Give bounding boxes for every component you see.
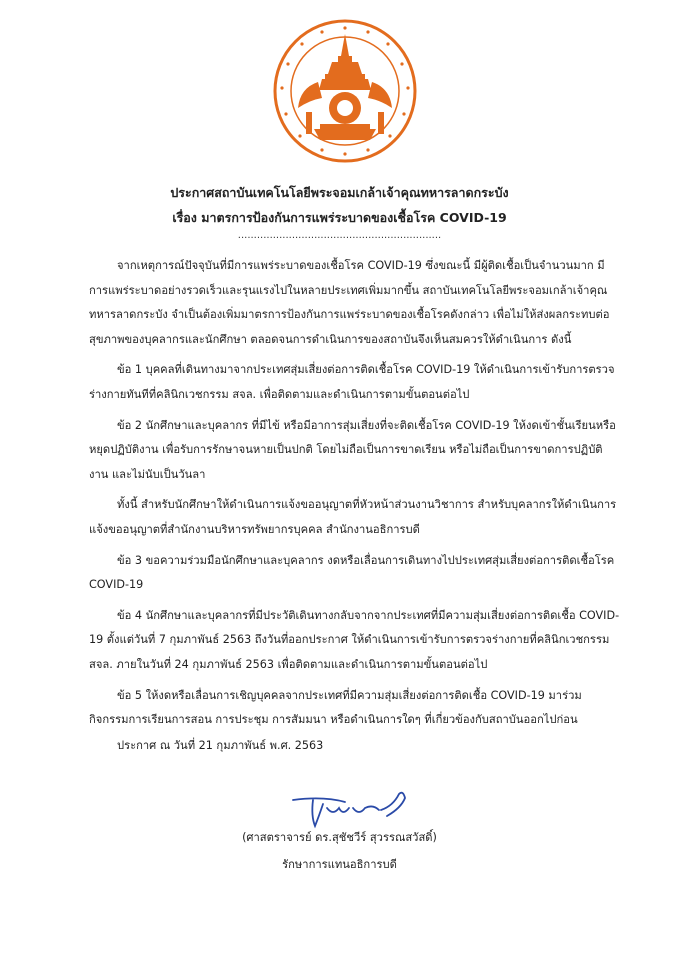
clause-4: ข้อ 4 นักศึกษาและบุคลากรที่มีประวัติเดินทางกลับจากจากประเทศที่มีความสุ่มเสี่ยงต่อการติดเชื้อ COVID-19 ตั้งแต่วันที่ 7 กุมภาพันธ์ 2563 ถึงวันที่ออกประกาศ ให้ดำเนินการเข้ารับการตรวจร่างกายที่คลินิกเวชกรรม สจล. ภายในวันที่ 24 กุมภาพันธ์ 2563 เพื่อติดตามและดำเนินการตามขั้นตอนต่อไป: [89, 608, 620, 671]
clause-5: ข้อ 5 ให้งดหรือเลื่อนการเชิญบุคคลจากประเทศที่มีความสุ่มเสี่ยงต่อการติดเชื้อ COVID-19 มาร่วมกิจกรรมการเรียนการสอน การประชุม การสัมมนา หรือดำเนินการใดๆ ที่เกี่ยวข้องกับสถาบันออกไปก่อน: [89, 688, 582, 727]
clause-2: ข้อ 2 นักศึกษาและบุคลากร ที่มีไข้ หรือมีอาการสุ่มเสี่ยงที่จะติดเชื้อโรค COVID-19 ให้งดเข้าชั้นเรียนหรือหยุดปฏิบัติงาน เพื่อรับการรักษาจนหายเป็นปกติ โดยไม่ถือเป็นการขาดเรียน หรือไม่ถือเป็นการขาดการปฏิบัติงาน และไม่นับเป็นวันลา: [89, 418, 616, 481]
institute-emblem-icon: [270, 16, 420, 166]
clause-2-note: ทั้งนี้ สำหรับนักศึกษาให้ดำเนินการแจ้งขออนุญาตที่หัวหน้าส่วนงานวิชาการ สำหรับบุคลากรให้ดำเนินการแจ้งขออนุญาตที่สำนักงานบริหารทรัพยากรบุคคล สำนักงานอธิการบดี: [89, 498, 617, 536]
intro-paragraph: จากเหตุการณ์ปัจจุบันที่มีการแพร่ระบาดของเชื้อโรค COVID-19 ซึ่งขณะนี้ มีผู้ติดเชื้อเป็นจำนวนมาก มีการแพร่ระบาดอย่างรวดเร็วและรุนแรงไปในหลายประเทศเพิ่มมากขึ้น สถาบันเทคโนโลยีพระจอมเกล้าเจ้าคุณทหารลาดกระบัง จำเป็นต้องเพิ่มมาตรการป้องกันการแพร่ระบาดของเชื้อโรคดังกล่าว เพื่อไม่ให้ส่งผลกระทบต่อสุขภาพของบุคลากรและนักศึกษา ตลอดจนการดำเนินการของสถาบันจึงเห็นสมควรให้ดำเนินการ ดังนี้: [89, 259, 610, 346]
announcement-subject: เรื่อง มาตรการป้องกันการแพร่ระบาดของเชื้อโรค COVID-19: [172, 210, 507, 225]
signer-position: รักษาการแทนอธิการบดี: [282, 858, 397, 871]
clause-1: ข้อ 1 บุคคลที่เดินทางมาจากประเทศสุ่มเสี่ยงต่อการติดเชื้อโรค COVID-19 ให้ดำเนินการเข้ารับการตรวจร่างกายทันทีที่คลินิกเวชกรรม สจล. เพื่อติดตามและดำเนินการตามขั้นตอนต่อไป: [89, 363, 615, 401]
signer-name: (ศาสตราจารย์ ดร.สุชัชวีร์ สุวรรณสวัสดิ์): [242, 831, 437, 844]
announcement-body: [89, 254, 621, 739]
dotted-divider: ................................................................: [237, 230, 442, 241]
announcement-date: ประกาศ ณ วันที่ 21 กุมภาพันธ์ พ.ศ. 2563: [117, 739, 324, 752]
announcement-title: ประกาศสถาบันเทคโนโลยีพระจอมเกล้าเจ้าคุณทหารลาดกระบัง: [170, 185, 509, 200]
handwritten-signature-icon: [283, 786, 423, 834]
clause-3: ข้อ 3 ขอความร่วมมือนักศึกษาและบุคลากร งดหรือเลื่อนการเดินทางไปประเทศสุ่มเสี่ยงต่อการติดเชื้อโรค COVID-19: [89, 553, 615, 592]
